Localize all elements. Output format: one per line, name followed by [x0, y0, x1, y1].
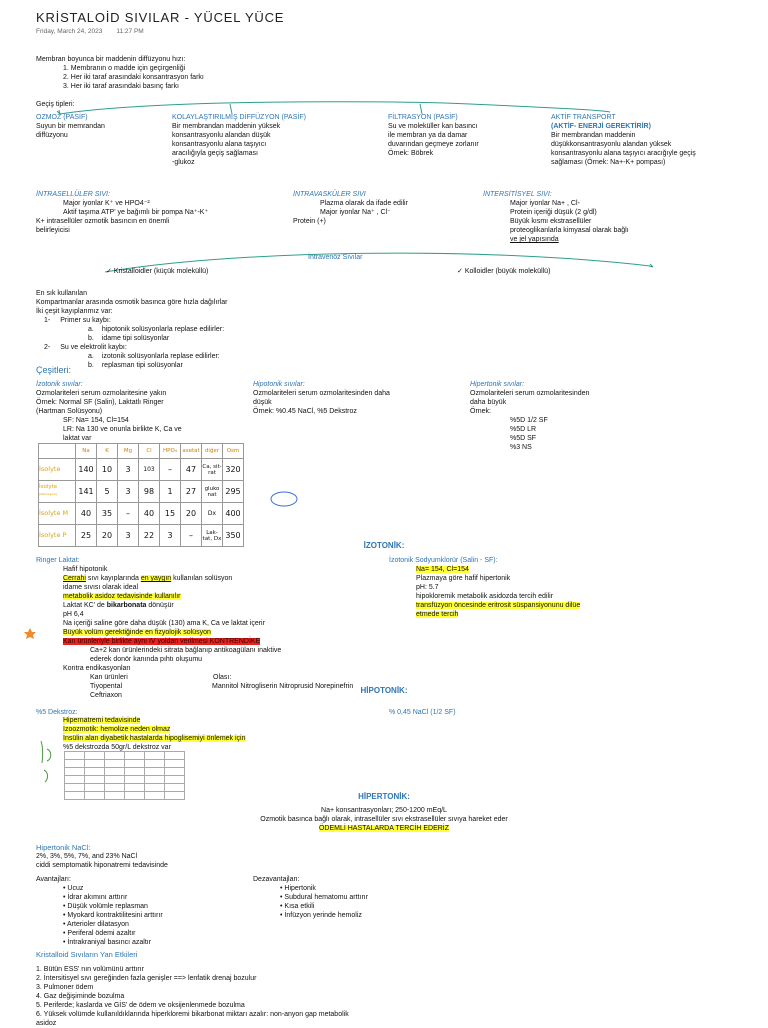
- hipotonik-heading: HİPOTONİK:: [360, 686, 408, 695]
- ringer-line: pH 6,4: [63, 611, 84, 618]
- list-num: a.: [88, 353, 94, 360]
- compartment-line: Major iyonlar Na⁺ , Cl⁻: [320, 209, 391, 216]
- salin-line: Na= 154, Cl=154: [416, 566, 469, 573]
- transport-line: sağlaması (Örnek: Na+-K+ pompası): [551, 159, 666, 166]
- list-item: asidoz: [36, 1020, 57, 1027]
- compartment-line: ve jel yapısında: [510, 236, 559, 243]
- table-cell: İsolyte: [39, 459, 76, 481]
- cesit-heading: Çeşitleri:: [36, 365, 72, 375]
- dekstroz-line: Hipernatremi tedavisinde: [63, 717, 141, 724]
- salin-line: hipokloremik metabolik asidozda tercih edilir: [416, 593, 553, 600]
- transport-line: konsantrasyonlu alana taşıyıcı aracığıyle geçiş: [551, 150, 696, 157]
- nacl-line: ciddi semptomatik hiponatremi tedavisinde: [36, 862, 168, 869]
- table-cell: 20: [97, 525, 118, 547]
- table-cell: 320: [223, 459, 244, 481]
- compartment-intravaskuler: [293, 190, 473, 226]
- list-item: • İdrar akımını arttırır: [63, 894, 128, 901]
- transport-title: AKTİF TRANSPORT: [551, 114, 616, 121]
- page-title: KRİSTALOİD SIVILAR - YÜCEL YÜCE: [36, 10, 285, 25]
- compartment-line: belirleyicisi: [36, 227, 70, 234]
- type-line: Örnek: %0.45 NaCl, %5 Dekstroz: [253, 408, 357, 415]
- table-cell: 40: [139, 503, 160, 525]
- list-item: • İntrakraniyal basıncı azaltır: [63, 939, 152, 946]
- table-header: HPO₄: [160, 444, 181, 459]
- hipertonik-line: ÖDEMLİ HASTALARDA TERCİH EDERİZ: [318, 825, 450, 832]
- izotonik-heading: İZOTONİK:: [363, 541, 405, 550]
- hipertonik-nacl: [36, 843, 336, 870]
- list-num: a.: [88, 326, 94, 333]
- ringer-text: sıvı kayıplarında: [85, 575, 141, 582]
- type-line: daha büyük: [470, 399, 507, 406]
- salin-line: transfüzyon öncesinde eritrosit süspansiyonunu dilüe: [416, 602, 581, 609]
- transport-kolay: [172, 113, 372, 167]
- table-cell: Dx: [202, 503, 223, 525]
- table-header: Osm: [223, 444, 244, 459]
- transport-line: Su ve moleküller kan basıncı: [388, 123, 478, 130]
- type-hipertonik: [470, 380, 670, 452]
- list-item: • Periferal ödemi azaltır: [63, 930, 136, 937]
- salin-line: etmede tercih: [416, 611, 459, 618]
- transport-line: Bir membrandan maddenin yüksek: [172, 123, 281, 130]
- table-cell: –: [118, 503, 139, 525]
- table-cell: 140: [76, 459, 97, 481]
- gecis-label: Geçiş tipleri:: [36, 101, 75, 108]
- type-line: %5D 1/2 SF: [510, 417, 548, 424]
- compartment-line: Major iyonlar K⁺ ve HPO4⁻²: [63, 200, 150, 207]
- ringer-line: idame sıvısı olarak ideal: [63, 584, 139, 591]
- ringer-text: Kan ürünleri: [90, 674, 128, 681]
- hipertonik-block: [0, 806, 768, 833]
- ringer-title: Ringer Laktat:: [36, 557, 80, 564]
- table-cell: 27: [181, 481, 202, 503]
- ringer-text: bikarbonata: [106, 602, 147, 609]
- table-header: Mg: [118, 444, 139, 459]
- type-line: Örnek:: [470, 408, 492, 415]
- hipertonik-line: Na+ konsantrasyonları; 250-1200 mEq/L: [321, 807, 447, 814]
- list-item: • Arterioler dilatasyon: [63, 921, 129, 928]
- salin-line: pH: 5.7: [416, 584, 439, 591]
- list-item: 5. Periferde; kaslarda ve GİS' de ödem ve oksijenlenmede bozulma: [36, 1002, 245, 1009]
- table-row: [39, 459, 244, 481]
- intro-item: 1. Membranın o madde için geçirgenliği: [63, 65, 186, 72]
- list-item: 3. Pulmoner ödem: [36, 984, 94, 991]
- type-line: Ozmolariteleri serum ozmolaritesine yakın: [36, 390, 167, 397]
- transport-line: (AKTİF- ENERJİ GEREKTİRİR): [551, 123, 651, 130]
- type-title: İzotonik sıvılar:: [36, 381, 83, 388]
- salin-block: [389, 556, 649, 619]
- ringer-text: dönüşür: [146, 602, 174, 609]
- table-cell: 3: [118, 481, 139, 503]
- type-izotonik: [36, 380, 256, 443]
- list-num: 1-: [44, 317, 51, 324]
- list-item: 2. İntersitisyel sıvı gereğinden fazla genişler ==> lenfatik drenaj bozulur: [36, 975, 257, 982]
- transport-line: diffüzyonu: [36, 132, 68, 139]
- compartment-intersitisyel: [483, 190, 683, 244]
- table-cell: 103: [139, 459, 160, 481]
- compartment-line: Plazma olarak da ifade edilir: [320, 200, 408, 207]
- type-line: Ozmolariteleri serum ozmolaritesinden: [470, 390, 590, 397]
- list-item: • İnfüzyon yerinde hemoliz: [280, 912, 362, 919]
- type-hipotonik: [253, 380, 463, 416]
- ringer-line: [63, 673, 386, 682]
- list-item-text: Hipertonik: [284, 885, 316, 892]
- usage-line: izotonik solüsyonlarla replase edilirler:: [101, 353, 220, 360]
- type-line: LR: Na 130 ve onunla birlikte K, Ca ve: [63, 426, 182, 433]
- intro-heading: Membran boyunca bir maddenin diffüzyonu hızı:: [36, 56, 186, 63]
- type-line: %5D LR: [510, 426, 537, 433]
- ringer-line: [63, 574, 386, 583]
- compartment-line: Major iyonlar Na+ , Cl-: [510, 200, 580, 207]
- side-effects-block: [36, 950, 736, 1028]
- table-cell: gluko nat: [202, 481, 223, 503]
- table-cell: 22: [139, 525, 160, 547]
- usage-block: [36, 289, 436, 370]
- nacl-title: Hipertonik NaCl:: [36, 843, 91, 852]
- table-header: K: [97, 444, 118, 459]
- osm-circle: [271, 492, 297, 506]
- compartment-line: Protein (+): [293, 218, 326, 225]
- table-cell: İsolyte P: [39, 525, 76, 547]
- usage-line: İki çeşit kayıplarımız var:: [36, 308, 113, 315]
- table-header: asetat: [181, 444, 202, 459]
- table-cell: 25: [76, 525, 97, 547]
- transport-line: ile membran ya da damar: [388, 132, 468, 139]
- transport-line: Bir membrandan maddenin: [551, 132, 636, 139]
- type-line: %5D SF: [510, 435, 537, 442]
- transport-ozmoz: [36, 113, 166, 140]
- table-row: [39, 481, 244, 503]
- table-cell: 40: [76, 503, 97, 525]
- ringer-text: Olası:: [213, 674, 232, 681]
- type-line: laktat var: [63, 435, 92, 442]
- table-cell: 98: [139, 481, 160, 503]
- transport-title: FİLTRASYON (PASİF): [388, 114, 458, 121]
- dezavantaj-title: Dezavantajları:: [253, 876, 300, 883]
- list-item: • Subdural hematomu arttırır: [280, 894, 369, 901]
- table-cell: 47: [181, 459, 202, 481]
- ringer-text: kullanılan solüsyon: [171, 575, 233, 582]
- list-item-text: Arterioler dilatasyon: [67, 921, 129, 928]
- ringer-line: Kontra endikasyonları: [63, 665, 131, 672]
- table-cell: 15: [160, 503, 181, 525]
- list-item-text: Ucuz: [67, 885, 84, 892]
- list-item-text: İntrakraniyal basıncı azaltır: [67, 939, 152, 946]
- transport-line: konsantrasyonlu alandan düşük: [172, 132, 271, 139]
- dekstroz-block: [63, 716, 383, 752]
- list-item: 4. Gaz değişiminde bozulma: [36, 993, 125, 1000]
- type-title: Hipertonik sıvılar:: [470, 381, 525, 388]
- transport-line: aracılığıyla geçiş sağlaması: [172, 150, 258, 157]
- iv-left: ✓ Kristalloidler (küçük moleküllü): [106, 268, 209, 275]
- transport-filtrasyon: [388, 113, 538, 158]
- ringer-block: [36, 556, 386, 700]
- list-item: 1. Bütün ESS' nın volümünü arttırır: [36, 966, 144, 973]
- table-cell: İsolyte ⁽ᴳᵉⁿᵉᵖʳᵉ⁾: [39, 481, 76, 503]
- hipertonik-heading: HİPERTONİK:: [358, 792, 410, 801]
- table-cell: 141: [76, 481, 97, 503]
- table-cell: 350: [223, 525, 244, 547]
- table-cell: 400: [223, 503, 244, 525]
- list-item-text: İnfüzyon yerinde hemoliz: [284, 912, 362, 919]
- iv-title: İntravenöz Sıvılar: [308, 254, 363, 261]
- list-item: • Kısa etkili: [280, 903, 315, 910]
- table-cell: –: [160, 459, 181, 481]
- list-item-text: Subdural hematomu arttırır: [284, 894, 369, 901]
- table-cell: İsolyte M: [39, 503, 76, 525]
- type-line: SF: Na= 154, Cl=154: [63, 417, 129, 424]
- compartment-line: K+ intrasellüler ozmotik basıncın en önemli: [36, 218, 170, 225]
- type-title: Hipotonik sıvılar:: [253, 381, 305, 388]
- ringer-line: metabolik asidoz tedavisinde kullanılır: [63, 593, 181, 600]
- salin-line: Plazmaya göre hafif hipertonik: [416, 575, 511, 582]
- table-header: Na: [76, 444, 97, 459]
- type-line: düşük: [253, 399, 272, 406]
- intro-item: 3. Her iki taraf arasındaki basınç farkı: [63, 83, 179, 90]
- list-item: 6. Yüksek volümde kullanıldıklarında hiperkloremi bikarbonat miktarı azalır: non-anyon gap metabolik: [36, 1011, 349, 1018]
- transport-line: düşükkonsantrasyonlu alandan yüksek: [551, 141, 672, 148]
- dekstroz-title: %5 Dekstroz:: [36, 709, 78, 716]
- table-row: [39, 503, 244, 525]
- table-header: [39, 444, 76, 459]
- type-line: %3 NS: [510, 444, 532, 451]
- nacl045-title: % 0,45 NaCl (1/2 SF): [389, 709, 456, 716]
- compartment-line: Büyük kısmı ekstrasellüler: [510, 218, 592, 225]
- usage-line: idame tipi solüsyonlar: [101, 335, 170, 342]
- usage-line: replasman tipi solüsyonlar: [101, 362, 183, 369]
- usage-line: Su ve elektrolit kaybı:: [60, 344, 127, 351]
- compartment-line: Aktif taşıma ATP' ye bağımlı bir pompa Na⁺-K⁺: [63, 209, 209, 216]
- table-cell: Lak-tat, Dx: [202, 525, 223, 547]
- compartment-title: İNTERSİTİSYEL SIVI:: [483, 191, 552, 198]
- transport-line: Örnek: Böbrek: [388, 150, 434, 157]
- star-icon: [24, 628, 36, 639]
- list-item: • Myokard kontraktilitesini arttırır: [63, 912, 163, 919]
- dekstroz-line: İzoozmotik: hemolize neden olmaz: [63, 726, 171, 733]
- dezavantaj-block: [253, 875, 473, 920]
- intro-item: 2. Her iki taraf arasındaki konsantrasyon farkı: [63, 74, 204, 81]
- list-num: b.: [88, 362, 94, 369]
- transport-line: konsantrasyonlu alana taşıyıcı: [172, 141, 267, 148]
- check-icon: ✓: [457, 268, 465, 275]
- list-item-text: Kısa etkili: [284, 903, 315, 910]
- table-cell: 1: [160, 481, 181, 503]
- usage-line: Primer su kaybı:: [60, 317, 111, 324]
- ringer-line: [63, 601, 386, 610]
- list-item-text: Düşük volümle replasman: [67, 903, 148, 910]
- table-header: diğer: [202, 444, 223, 459]
- table-cell: 20: [181, 503, 202, 525]
- table-cell: 10: [97, 459, 118, 481]
- ringer-text: Tiyopental: [90, 683, 123, 690]
- ringer-text: Laktat KC' de: [63, 602, 107, 609]
- compartment-line: proteoglikanlarla kimyasal olarak bağlı: [510, 227, 629, 234]
- type-line: Ozmolariteleri serum ozmolaritesinden daha: [253, 390, 390, 397]
- compartment-title: İNTRASELLÜLER SIVI:: [36, 191, 110, 198]
- ringer-text: Mannitol Nitrogliserin Nitroprusid Norepinefrin: [212, 683, 354, 690]
- table-cell: Ca, sit-rat: [202, 459, 223, 481]
- side-effects-title: Kristalloid Sıvıların Yan Etkileri: [36, 950, 138, 959]
- table-cell: 35: [97, 503, 118, 525]
- iv-right: ✓ Kolloidler (büyük moleküllü): [457, 268, 551, 275]
- list-item: • Düşük volümle replasman: [63, 903, 148, 910]
- list-item: • Ucuz: [63, 885, 84, 892]
- table-cell: –: [181, 525, 202, 547]
- transport-line: Suyun bir memrandan: [36, 123, 105, 130]
- compartment-title: İNTRAVASKÜLER SIVI: [293, 191, 366, 198]
- hl-text: Cerrahi: [63, 575, 86, 582]
- transport-aktif: [551, 113, 761, 167]
- ringer-warning: Kan ürünleriyle birlikte aynı IV yoldan verilmesi KONTRENDİKE: [63, 638, 261, 645]
- table-cell: 3: [118, 459, 139, 481]
- list-num: b.: [88, 335, 94, 342]
- ringer-line: Na içeriği saline göre daha düşük (130) ama K, Ca ve laktat içerir: [63, 620, 265, 627]
- list-item: • Hipertonik: [280, 885, 316, 892]
- compartment-line: Protein içeriği düşük (2 g/dl): [510, 209, 597, 216]
- ringer-line: Hafif hipotonik: [63, 566, 108, 573]
- hl-text: en yaygın: [140, 575, 172, 582]
- usage-line: En sık kullanılan: [36, 290, 87, 297]
- nacl-line: 2%, 3%, 5%, 7%, and 23% NaCl: [36, 853, 138, 860]
- ringer-line: Büyük volüm gerektiğinde en fizyolojik solüsyon: [63, 629, 211, 636]
- dekstroz-line: İnsülin alan diyabetik hastalarda hipoglisemiyi önlemek için: [63, 735, 246, 742]
- list-item-text: Periferal ödemi azaltır: [67, 930, 136, 937]
- table-cell: 295: [223, 481, 244, 503]
- transport-title: KOLAYLAŞTIRILMIŞ DİFFÜZYON (PASİF): [172, 114, 306, 121]
- usage-line: Kompartmanlar arasında osmotik basınca göre hızla dağılırlar: [36, 299, 228, 306]
- type-line: Örnek: Normal SF (Salin), Laktatlı Ringer: [36, 399, 164, 406]
- list-num: 2-: [44, 344, 51, 351]
- list-item-text: İdrar akımını arttırır: [67, 894, 128, 901]
- hipertonik-line: Ozmotik basınca bağlı olarak, intrasellüler sıvı ekstrasellüler sıvıya hareket eder: [260, 816, 508, 823]
- usage-line: hipotonik solüsyonlarla replase edilirler:: [101, 326, 225, 333]
- transport-line: duvarından geçmeye zorlanır: [388, 141, 479, 148]
- table-cell: 3: [160, 525, 181, 547]
- dekstroz-line: %5 dekstrozda 50gr/L dekstroz var: [63, 744, 171, 751]
- table-cell: 3: [118, 525, 139, 547]
- table-header-row: [39, 444, 244, 459]
- avantaj-block: [36, 875, 256, 947]
- table-header: Cl: [139, 444, 160, 459]
- table-cell: 5: [97, 481, 118, 503]
- ringer-line: ederek donör kanında pıhtı oluşumu: [90, 656, 203, 663]
- ringer-line: Ca+2 kan ürünlerindeki sitrata bağlanıp antikoagülanı inaktive: [90, 647, 282, 654]
- isolyte-table: [38, 443, 244, 547]
- page-date: Friday, March 24, 2023 11:27 PM: [36, 28, 144, 35]
- handwritten-note: [41, 741, 51, 782]
- compartment-intrasellular: [36, 190, 276, 235]
- ringer-line: Ceftriaxon: [90, 692, 122, 699]
- check-icon: ✓: [106, 268, 114, 275]
- avantaj-title: Avantajları:: [36, 876, 71, 883]
- transport-title: OZMOZ (PASİF): [36, 114, 88, 121]
- transport-line: -glukoz: [172, 159, 195, 166]
- list-item-text: Myokard kontraktilitesini arttırır: [67, 912, 163, 919]
- salin-title: İzotonik Sodyumklorür (Salin - SF):: [389, 557, 498, 564]
- type-line: (Hartman Solüsyonu): [36, 408, 103, 415]
